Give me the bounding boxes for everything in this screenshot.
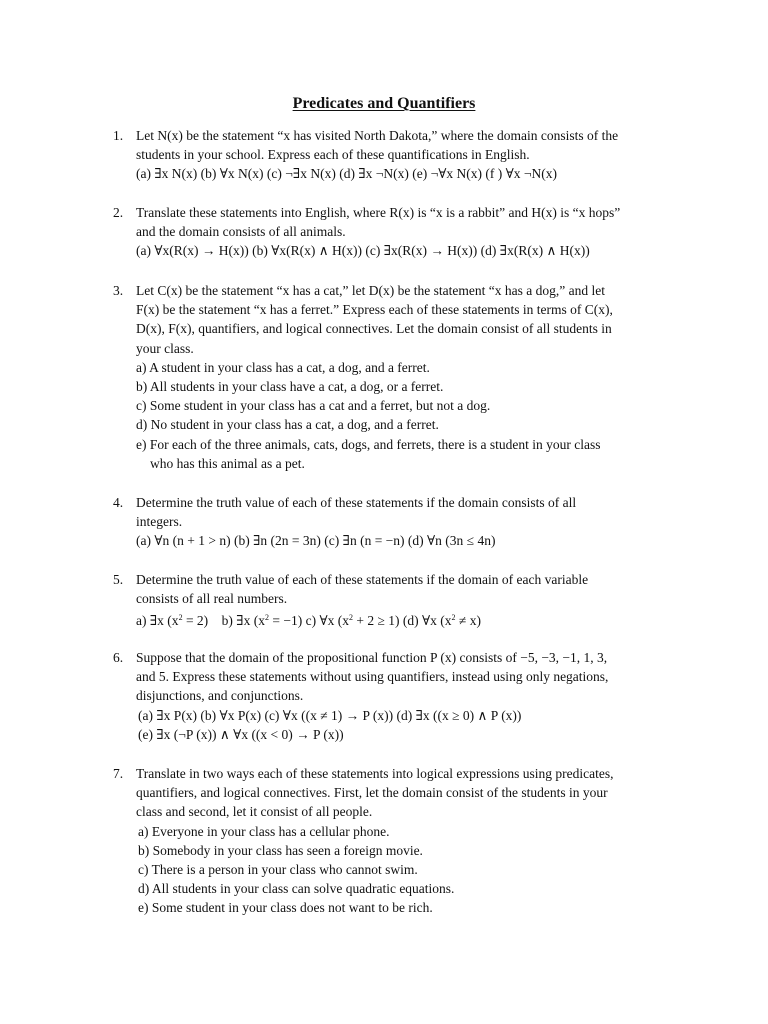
problem-text-line: class and second, let it consist of all people. (136, 804, 373, 820)
problem-number: 7. (113, 766, 124, 781)
sub-question-formula: (a) ∃x P(x) (b) ∀x P(x) (c) ∀x ((x ≠ 1) → P (x)) (d) ∃x ((x ≥ 0) ∧ P (x)) (138, 707, 522, 723)
problem-body (136, 281, 681, 473)
sub-question-a: a) Everyone in your class has a cellular phone. (138, 823, 390, 839)
problem-body (136, 648, 681, 744)
formula-b-start: b) ∃x (x (221, 613, 265, 629)
problem-text-line: Translate these statements into English, where R(x) is “x is a rabbit” and H(x) is “x hops” (136, 205, 621, 220)
formula-d-start: (d) ∀x (x (402, 613, 452, 629)
formula-a-start: a) ∃x (x (136, 613, 179, 629)
problem-text-line: Let C(x) be the statement “x has a cat,” let D(x) be the statement “x has a dog,” and let (136, 283, 605, 298)
problem-number: 2. (113, 205, 124, 220)
formula-d-end: ≠ x) (455, 613, 481, 629)
sub-question-e: e) For each of the three animals, cats, dogs, and ferrets, there is a student in your class (136, 436, 601, 452)
sub-question-e-continuation: who has this animal as a pet. (150, 455, 305, 471)
problem-text-line: your class. (136, 340, 194, 356)
sub-question-c: c) Some student in your class has a cat and a ferret, but not a dog. (136, 398, 491, 414)
formula-c-end: + 2 ≥ 1) (353, 613, 400, 629)
problem-body (136, 203, 681, 261)
problem-text-line: integers. (136, 514, 183, 530)
problem-text-line: Suppose that the domain of the propositional function P (x) consists of −5, −3, −1, 1, 3, (136, 650, 608, 665)
problem-number: 1. (113, 128, 124, 143)
problem-text-line: quantifiers, and logical connectives. First, let the domain consist of the students in your (136, 785, 608, 801)
problem-body (136, 493, 681, 551)
formula-c-start: c) ∀x (x (305, 613, 349, 629)
sub-question-b: b) All students in your class have a cat, a dog, or a ferret. (136, 379, 444, 395)
problem-text-line: D(x), F(x), quantifiers, and logical connectives. Let the domain consist of all students in (136, 321, 612, 337)
problem-text-line: Translate in two ways each of these statements into logical expressions using predicates, (136, 766, 614, 781)
problem-number: 5. (113, 572, 124, 587)
problem-body (136, 126, 681, 184)
problem-number: 3. (113, 283, 124, 298)
problem-text-line: and 5. Express these statements without using quantifiers, instead using only negations, (136, 669, 609, 685)
problem-text-line: disjunctions, and conjunctions. (136, 688, 304, 704)
page-title: Predicates and Quantifiers (292, 95, 476, 112)
sub-question-e: e) Some student in your class does not want to be rich. (138, 900, 433, 916)
problem-text-line: and the domain consists of all animals. (136, 224, 346, 240)
formula-b-end: = −1) (269, 613, 303, 629)
problem-body (136, 570, 681, 631)
problem-number: 6. (113, 650, 124, 665)
sub-question-d: d) All students in your class can solve quadratic equations. (138, 881, 455, 897)
problem-formula-line: (a) ∀n (n + 1 > n) (b) ∃n (2n = 3n) (c) ∃n (n = −n) (d) ∀n (3n ≤ 4n) (136, 533, 496, 549)
problem-formula-line (136, 608, 681, 630)
problem-body (136, 764, 681, 918)
problem-formula-line: (a) ∃x N(x) (b) ∀x N(x) (c) ¬∃x N(x) (d) ∃x ¬N(x) (e) ¬∀x N(x) (f ) ∀x ¬N(x) (136, 166, 557, 182)
problem-text-line: consists of all real numbers. (136, 591, 288, 607)
exponent: 2 (349, 613, 353, 623)
exponent: 2 (451, 613, 456, 623)
problem-text-line: students in your school. Express each of these quantifications in English. (136, 147, 530, 163)
problem-text-line: F(x) be the statement “x has a ferret.” Express each of these statements in terms of C(x), (136, 302, 613, 318)
problem-formula-line: (a) ∀x(R(x) → H(x)) (b) ∀x(R(x) ∧ H(x)) (c) ∃x(R(x) → H(x)) (d) ∃x(R(x) ∧ H(x)) (136, 243, 590, 259)
exponent: 2 (178, 613, 183, 623)
sub-question-a: a) A student in your class has a cat, a dog, and a ferret. (136, 359, 430, 375)
formula-a-end: = 2) (182, 613, 209, 629)
sub-question-formula: (e) ∃x (¬P (x)) ∧ ∀x ((x < 0) → P (x)) (138, 726, 344, 742)
exponent: 2 (265, 613, 269, 623)
sub-question-d: d) No student in your class has a cat, a dog, and a ferret. (136, 417, 439, 433)
problem-text-line: Determine the truth value of each of these statements if the domain consists of all (136, 495, 577, 510)
sub-question-c: c) There is a person in your class who cannot swim. (138, 862, 418, 878)
problem-number: 4. (113, 495, 124, 510)
problem-text-line: Determine the truth value of each of these statements if the domain of each variable (136, 572, 589, 587)
problem-text-line: Let N(x) be the statement “x has visited North Dakota,” where the domain consists of the (136, 128, 619, 143)
sub-question-b: b) Somebody in your class has seen a foreign movie. (138, 842, 423, 858)
